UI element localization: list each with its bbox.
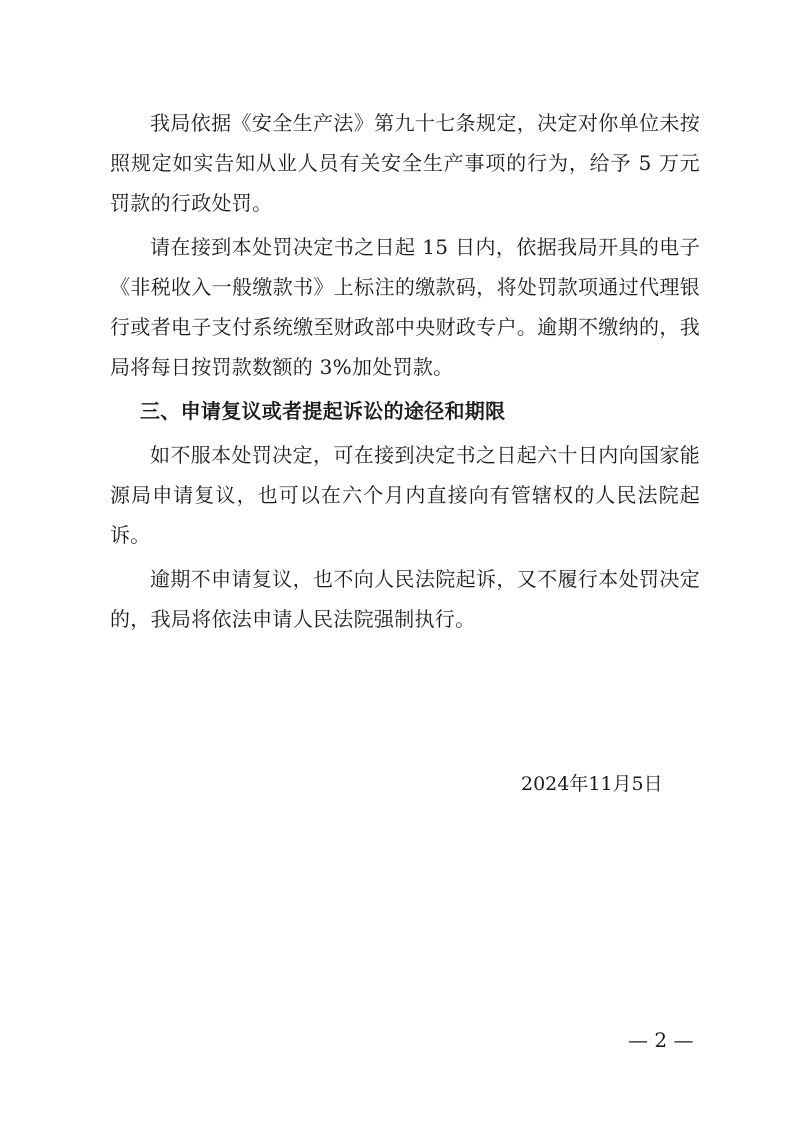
page-number: — 2 — [628,1028,694,1052]
payment-instructions-paragraph: 请在接到本处罚决定书之日起 15 日内，依据我局开具的电子《非税收入一般缴款书》上标注的缴款码，将处罚款项通过代理银行或者电子支付系统缴至财政部中央财政专户。逾期不缴纳的，我局将每日按罚款数额的 3%加处罚款。 [110,235,700,379]
document-date: 2024年11月5日 [521,773,663,795]
document-body [110,103,700,639]
section-heading: 三、申请复议或者提起诉讼的途径和期限 [140,399,506,423]
enforcement-paragraph: 逾期不申请复议，也不向人民法院起诉，又不履行本处罚决定的，我局将依法申请人民法院强制执行。 [110,567,700,631]
penalty-decision-paragraph: 我局依据《安全生产法》第九十七条规定，决定对你单位未按照规定如实告知从业人员有关安全生产事项的行为，给予 5 万元罚款的行政处罚。 [110,111,700,215]
appeal-rights-paragraph: 如不服本处罚决定，可在接到决定书之日起六十日内向国家能源局申请复议，也可以在六个月内直接向有管辖权的人民法院起诉。 [110,443,700,547]
